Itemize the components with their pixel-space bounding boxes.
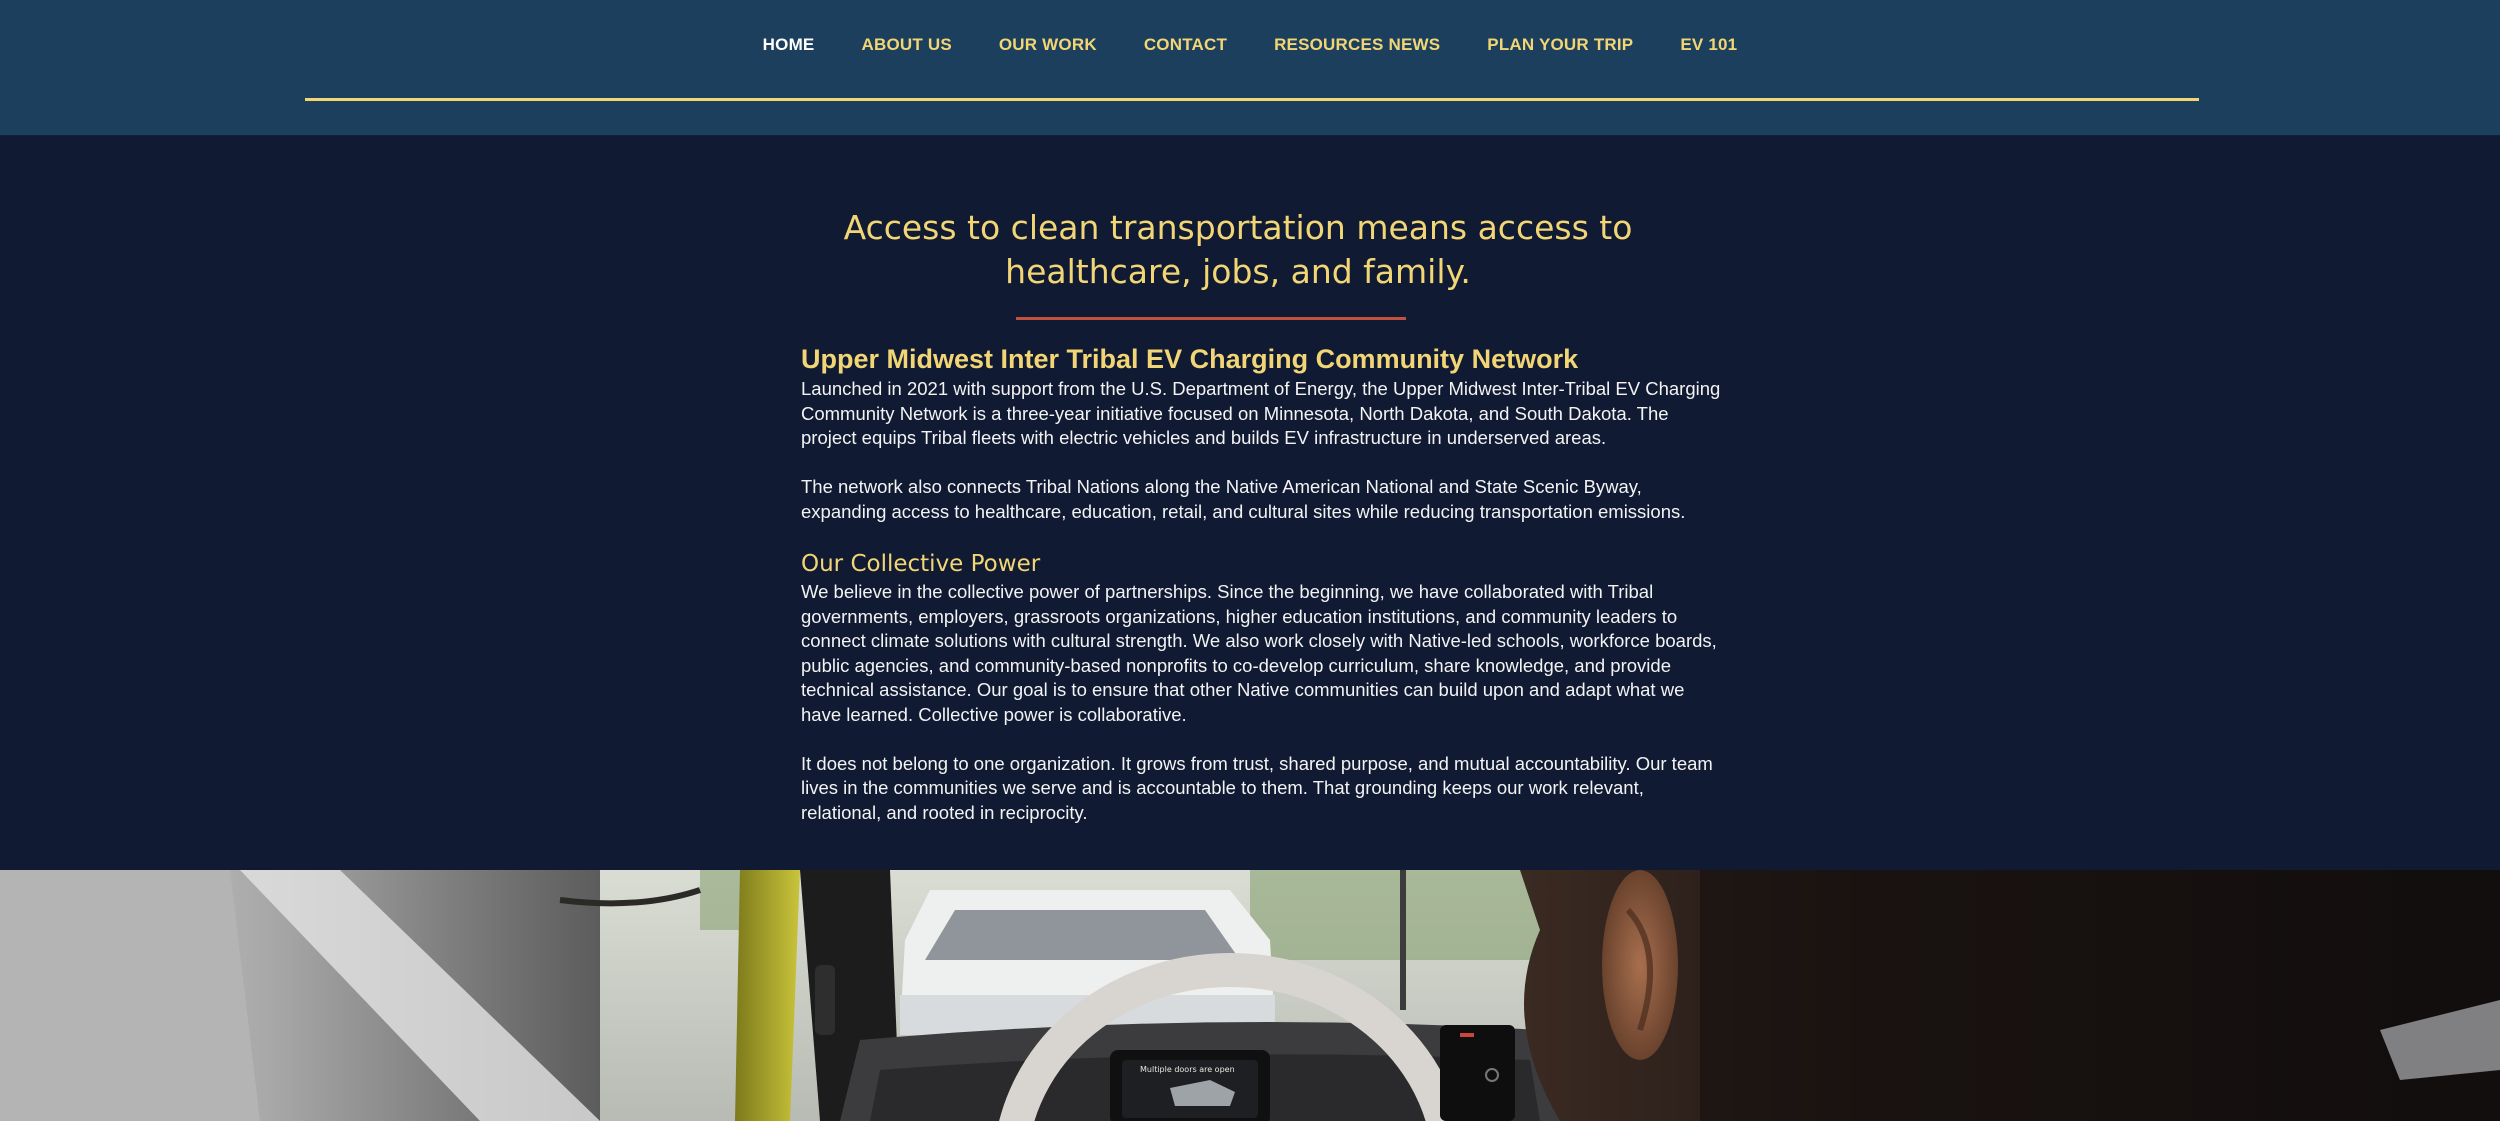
- ev-driver-photo: [0, 870, 2500, 1121]
- dashboard-message: Multiple doors are open: [1140, 1065, 1235, 1074]
- nav-resources-news[interactable]: RESOURCES NEWS: [1274, 35, 1441, 54]
- headline-divider: [1016, 317, 1406, 320]
- nav-home[interactable]: HOME: [762, 35, 815, 54]
- collective-title: Our Collective Power: [801, 551, 1041, 577]
- network-paragraph: The network also connects Tribal Nations along the Native American National and State Scenic Byway, expanding access to healthcare, education, retail, and cultural sites while reducing transportation emissions.: [801, 476, 1686, 522]
- main-nav: [0, 30, 2500, 60]
- hero-headline: Access to clean transportation means access to healthcare, jobs, and family.: [843, 208, 1633, 291]
- nav-plan-your-trip[interactable]: PLAN YOUR TRIP: [1487, 35, 1634, 54]
- collective-paragraph: It does not belong to one organization. It grows from trust, shared purpose, and mutual accountability. Our team lives in the communities we serve and is accountable to them. That grounding keeps our work relevant, relational, and rooted in reciprocity.: [801, 752, 1713, 823]
- site-header: [0, 0, 2500, 136]
- nav-our-work[interactable]: OUR WORK: [998, 35, 1097, 54]
- header-divider: [305, 98, 2199, 101]
- content-section: [801, 341, 1721, 825]
- nav-contact[interactable]: CONTACT: [1143, 35, 1228, 54]
- collective-paragraph: We believe in the collective power of partnerships. Since the beginning, we have collaborated with Tribal governments, employers, grassroots organizations, higher education institutions, and community leaders to connect climate solutions with cultural strength. We also work closely with Native-led schools, workforce boards, public agencies, and community-based nonprofits to co-develop curriculum, share knowledge, and provide technical assistance. Our goal is to ensure that other Native communities can build upon and adapt what we have learned. Collective power is collaborative.: [801, 581, 1717, 725]
- nav-about-us[interactable]: ABOUT US: [861, 35, 952, 54]
- main-content: [0, 136, 2500, 870]
- nav-ev-101[interactable]: EV 101: [1680, 35, 1738, 54]
- network-title: Upper Midwest Inter Tribal EV Charging Community Network: [801, 344, 1579, 374]
- network-paragraph: Launched in 2021 with support from the U.S. Department of Energy, the Upper Midwest Inter-Tribal EV Charging Community Network is a three-year initiative focused on Minnesota, North Dakota, and South Dakota. The project equips Tribal fleets with electric vehicles and builds EV infrastructure in underserved areas.: [801, 378, 1721, 448]
